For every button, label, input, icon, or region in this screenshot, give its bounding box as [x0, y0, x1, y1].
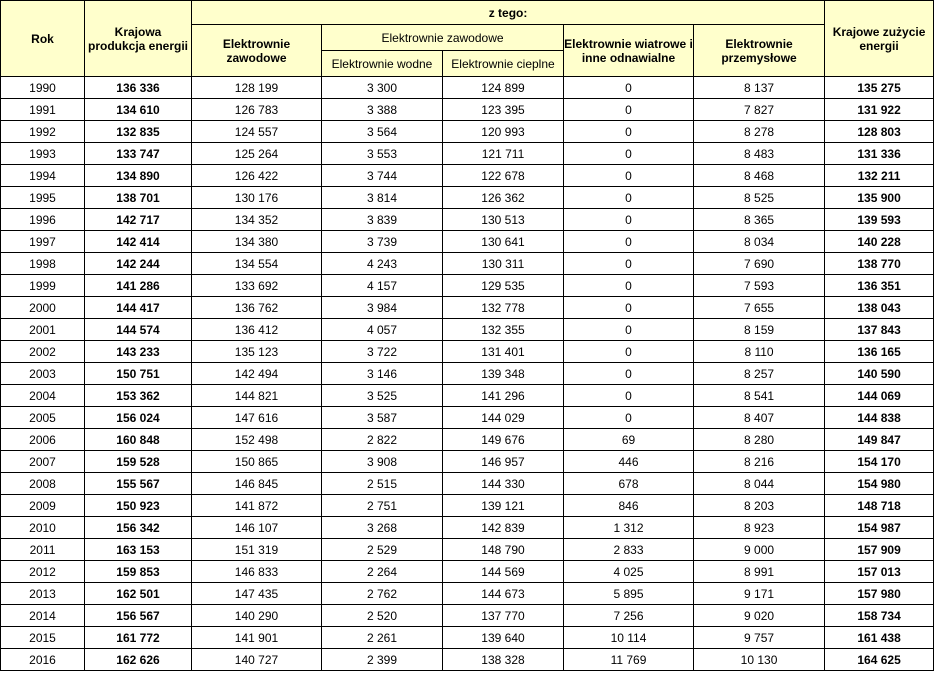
cell-krajowa-produkcja: 144 574: [85, 319, 192, 341]
cell-elektrownie-cieplne: 142 839: [443, 517, 564, 539]
table-row: [1, 495, 934, 517]
cell-przemyslowe: 8 044: [694, 473, 825, 495]
cell-przemyslowe: 9 020: [694, 605, 825, 627]
cell-elektrownie-wodne: 4 057: [322, 319, 443, 341]
cell-elektrownie-cieplne: 144 673: [443, 583, 564, 605]
cell-elektrownie-wodne: 2 515: [322, 473, 443, 495]
cell-przemyslowe: 8 110: [694, 341, 825, 363]
cell-year: 2009: [1, 495, 85, 517]
cell-krajowe-zuzycie: 140 590: [825, 363, 934, 385]
cell-krajowe-zuzycie: 149 847: [825, 429, 934, 451]
cell-elektrownie-zawodowe: 136 412: [192, 319, 322, 341]
table-row: [1, 341, 934, 363]
cell-krajowe-zuzycie: 154 987: [825, 517, 934, 539]
cell-year: 2014: [1, 605, 85, 627]
table-row: [1, 275, 934, 297]
cell-elektrownie-wodne: 2 822: [322, 429, 443, 451]
cell-elektrownie-cieplne: 144 330: [443, 473, 564, 495]
cell-przemyslowe: 9 000: [694, 539, 825, 561]
cell-krajowe-zuzycie: 154 170: [825, 451, 934, 473]
cell-elektrownie-wodne: 3 908: [322, 451, 443, 473]
table-row: [1, 165, 934, 187]
cell-przemyslowe: 8 991: [694, 561, 825, 583]
cell-elektrownie-zawodowe: 126 422: [192, 165, 322, 187]
cell-elektrownie-cieplne: 122 678: [443, 165, 564, 187]
table-row: [1, 143, 934, 165]
cell-elektrownie-zawodowe: 125 264: [192, 143, 322, 165]
table-row: [1, 451, 934, 473]
cell-elektrownie-zawodowe: 146 107: [192, 517, 322, 539]
cell-elektrownie-wodne: 3 146: [322, 363, 443, 385]
cell-elektrownie-cieplne: 121 711: [443, 143, 564, 165]
cell-elektrownie-cieplne: 144 569: [443, 561, 564, 583]
table-row: [1, 319, 934, 341]
cell-wiatrowe: 1 312: [564, 517, 694, 539]
cell-przemyslowe: 8 541: [694, 385, 825, 407]
table-row: [1, 517, 934, 539]
header-elektrownie-cieplne: Elektrownie cieplne: [443, 51, 564, 77]
cell-elektrownie-wodne: 2 751: [322, 495, 443, 517]
cell-krajowa-produkcja: 161 772: [85, 627, 192, 649]
cell-przemyslowe: 10 130: [694, 649, 825, 671]
table-row: [1, 649, 934, 671]
cell-elektrownie-zawodowe: 150 865: [192, 451, 322, 473]
table-row: [1, 297, 934, 319]
cell-elektrownie-zawodowe: 130 176: [192, 187, 322, 209]
cell-elektrownie-cieplne: 137 770: [443, 605, 564, 627]
cell-year: 2003: [1, 363, 85, 385]
cell-wiatrowe: 0: [564, 363, 694, 385]
cell-krajowa-produkcja: 156 024: [85, 407, 192, 429]
cell-elektrownie-cieplne: 144 029: [443, 407, 564, 429]
cell-elektrownie-wodne: 3 564: [322, 121, 443, 143]
cell-krajowa-produkcja: 159 528: [85, 451, 192, 473]
cell-elektrownie-zawodowe: 141 872: [192, 495, 322, 517]
cell-elektrownie-wodne: 2 399: [322, 649, 443, 671]
cell-elektrownie-wodne: 3 525: [322, 385, 443, 407]
cell-elektrownie-zawodowe: 141 901: [192, 627, 322, 649]
cell-krajowa-produkcja: 156 342: [85, 517, 192, 539]
cell-wiatrowe: 0: [564, 253, 694, 275]
cell-krajowe-zuzycie: 139 593: [825, 209, 934, 231]
cell-przemyslowe: 8 278: [694, 121, 825, 143]
cell-elektrownie-zawodowe: 124 557: [192, 121, 322, 143]
cell-krajowa-produkcja: 153 362: [85, 385, 192, 407]
cell-year: 2005: [1, 407, 85, 429]
cell-wiatrowe: 0: [564, 99, 694, 121]
cell-elektrownie-zawodowe: 134 352: [192, 209, 322, 231]
cell-krajowa-produkcja: 134 890: [85, 165, 192, 187]
cell-elektrownie-wodne: 3 587: [322, 407, 443, 429]
cell-elektrownie-zawodowe: 128 199: [192, 77, 322, 99]
cell-year: 2012: [1, 561, 85, 583]
cell-wiatrowe: 0: [564, 297, 694, 319]
cell-elektrownie-cieplne: 132 355: [443, 319, 564, 341]
cell-elektrownie-cieplne: 131 401: [443, 341, 564, 363]
cell-elektrownie-wodne: 2 529: [322, 539, 443, 561]
cell-year: 2010: [1, 517, 85, 539]
cell-year: 1991: [1, 99, 85, 121]
cell-krajowa-produkcja: 163 153: [85, 539, 192, 561]
cell-elektrownie-wodne: 3 739: [322, 231, 443, 253]
table-row: [1, 187, 934, 209]
cell-przemyslowe: 8 468: [694, 165, 825, 187]
cell-wiatrowe: 0: [564, 275, 694, 297]
table-row: [1, 231, 934, 253]
cell-elektrownie-zawodowe: 146 845: [192, 473, 322, 495]
cell-year: 1992: [1, 121, 85, 143]
cell-elektrownie-cieplne: 138 328: [443, 649, 564, 671]
cell-wiatrowe: 0: [564, 385, 694, 407]
cell-krajowe-zuzycie: 144 069: [825, 385, 934, 407]
header-krajowa-produkcja: Krajowa produkcja energii: [85, 1, 192, 77]
cell-elektrownie-cieplne: 148 790: [443, 539, 564, 561]
cell-elektrownie-cieplne: 130 641: [443, 231, 564, 253]
cell-krajowe-zuzycie: 131 336: [825, 143, 934, 165]
cell-wiatrowe: 4 025: [564, 561, 694, 583]
cell-wiatrowe: 0: [564, 77, 694, 99]
table-row: [1, 121, 934, 143]
cell-wiatrowe: 11 769: [564, 649, 694, 671]
table-row: [1, 253, 934, 275]
cell-krajowa-produkcja: 150 923: [85, 495, 192, 517]
cell-elektrownie-cieplne: 129 535: [443, 275, 564, 297]
cell-krajowe-zuzycie: 161 438: [825, 627, 934, 649]
cell-elektrownie-cieplne: 126 362: [443, 187, 564, 209]
cell-year: 1997: [1, 231, 85, 253]
table-row: [1, 99, 934, 121]
cell-krajowe-zuzycie: 158 734: [825, 605, 934, 627]
cell-elektrownie-zawodowe: 140 290: [192, 605, 322, 627]
cell-year: 2007: [1, 451, 85, 473]
cell-krajowe-zuzycie: 157 013: [825, 561, 934, 583]
table-row: [1, 385, 934, 407]
table-row: [1, 363, 934, 385]
cell-elektrownie-wodne: 2 762: [322, 583, 443, 605]
cell-year: 2002: [1, 341, 85, 363]
cell-elektrownie-cieplne: 139 348: [443, 363, 564, 385]
header-przemyslowe: Elektrownie przemysłowe: [694, 25, 825, 77]
cell-elektrownie-cieplne: 130 311: [443, 253, 564, 275]
cell-year: 2013: [1, 583, 85, 605]
cell-elektrownie-wodne: 2 264: [322, 561, 443, 583]
header-elektrownie-zawodowe: Elektrownie zawodowe: [192, 25, 322, 77]
cell-elektrownie-wodne: 3 553: [322, 143, 443, 165]
cell-wiatrowe: 0: [564, 143, 694, 165]
table-row: [1, 77, 934, 99]
cell-elektrownie-zawodowe: 134 554: [192, 253, 322, 275]
cell-wiatrowe: 0: [564, 407, 694, 429]
cell-przemyslowe: 8 203: [694, 495, 825, 517]
cell-krajowa-produkcja: 159 853: [85, 561, 192, 583]
cell-elektrownie-cieplne: 130 513: [443, 209, 564, 231]
cell-krajowa-produkcja: 155 567: [85, 473, 192, 495]
cell-krajowa-produkcja: 144 417: [85, 297, 192, 319]
cell-krajowa-produkcja: 132 835: [85, 121, 192, 143]
cell-elektrownie-zawodowe: 144 821: [192, 385, 322, 407]
cell-wiatrowe: 846: [564, 495, 694, 517]
cell-przemyslowe: 8 216: [694, 451, 825, 473]
cell-wiatrowe: 0: [564, 341, 694, 363]
cell-elektrownie-cieplne: 120 993: [443, 121, 564, 143]
cell-elektrownie-wodne: 2 261: [322, 627, 443, 649]
cell-wiatrowe: 0: [564, 165, 694, 187]
cell-year: 1990: [1, 77, 85, 99]
cell-krajowa-produkcja: 134 610: [85, 99, 192, 121]
cell-year: 2011: [1, 539, 85, 561]
cell-year: 1999: [1, 275, 85, 297]
cell-year: 1998: [1, 253, 85, 275]
cell-wiatrowe: 0: [564, 319, 694, 341]
cell-year: 1996: [1, 209, 85, 231]
cell-przemyslowe: 8 483: [694, 143, 825, 165]
cell-year: 2015: [1, 627, 85, 649]
cell-elektrownie-wodne: 4 243: [322, 253, 443, 275]
cell-przemyslowe: 8 525: [694, 187, 825, 209]
cell-elektrownie-wodne: 4 157: [322, 275, 443, 297]
cell-krajowe-zuzycie: 157 909: [825, 539, 934, 561]
cell-elektrownie-wodne: 3 300: [322, 77, 443, 99]
cell-przemyslowe: 7 690: [694, 253, 825, 275]
table-row: [1, 539, 934, 561]
cell-przemyslowe: 9 171: [694, 583, 825, 605]
cell-krajowa-produkcja: 142 717: [85, 209, 192, 231]
cell-krajowe-zuzycie: 138 043: [825, 297, 934, 319]
cell-krajowe-zuzycie: 132 211: [825, 165, 934, 187]
cell-elektrownie-wodne: 3 984: [322, 297, 443, 319]
cell-elektrownie-wodne: 3 814: [322, 187, 443, 209]
cell-krajowa-produkcja: 133 747: [85, 143, 192, 165]
cell-year: 1995: [1, 187, 85, 209]
header-z-tego: z tego:: [192, 1, 825, 25]
cell-krajowe-zuzycie: 136 165: [825, 341, 934, 363]
cell-przemyslowe: 7 827: [694, 99, 825, 121]
cell-krajowa-produkcja: 143 233: [85, 341, 192, 363]
cell-elektrownie-wodne: 2 520: [322, 605, 443, 627]
cell-year: 2008: [1, 473, 85, 495]
cell-elektrownie-cieplne: 141 296: [443, 385, 564, 407]
table-row: [1, 209, 934, 231]
header-rok: Rok: [1, 1, 85, 77]
table-row: [1, 627, 934, 649]
cell-wiatrowe: 446: [564, 451, 694, 473]
cell-przemyslowe: 7 655: [694, 297, 825, 319]
cell-wiatrowe: 2 833: [564, 539, 694, 561]
cell-krajowe-zuzycie: 131 922: [825, 99, 934, 121]
cell-elektrownie-zawodowe: 151 319: [192, 539, 322, 561]
header-wiatrowe: Elektrownie wiatrowe i inne odnawialne: [564, 25, 694, 77]
cell-elektrownie-wodne: 3 744: [322, 165, 443, 187]
cell-elektrownie-wodne: 3 268: [322, 517, 443, 539]
cell-elektrownie-cieplne: 139 640: [443, 627, 564, 649]
cell-wiatrowe: 0: [564, 121, 694, 143]
cell-elektrownie-zawodowe: 140 727: [192, 649, 322, 671]
cell-elektrownie-wodne: 3 722: [322, 341, 443, 363]
cell-elektrownie-wodne: 3 388: [322, 99, 443, 121]
table-row: [1, 407, 934, 429]
header-elektrownie-zawodowe-group: Elektrownie zawodowe: [322, 25, 564, 51]
cell-wiatrowe: 5 895: [564, 583, 694, 605]
cell-elektrownie-zawodowe: 146 833: [192, 561, 322, 583]
cell-krajowa-produkcja: 162 626: [85, 649, 192, 671]
cell-krajowa-produkcja: 162 501: [85, 583, 192, 605]
cell-elektrownie-zawodowe: 147 616: [192, 407, 322, 429]
cell-krajowe-zuzycie: 154 980: [825, 473, 934, 495]
cell-krajowa-produkcja: 136 336: [85, 77, 192, 99]
cell-elektrownie-cieplne: 123 395: [443, 99, 564, 121]
table-row: [1, 473, 934, 495]
cell-krajowa-produkcja: 142 244: [85, 253, 192, 275]
cell-krajowe-zuzycie: 128 803: [825, 121, 934, 143]
cell-wiatrowe: 7 256: [564, 605, 694, 627]
cell-przemyslowe: 8 257: [694, 363, 825, 385]
cell-wiatrowe: 678: [564, 473, 694, 495]
cell-przemyslowe: 8 159: [694, 319, 825, 341]
cell-elektrownie-cieplne: 132 778: [443, 297, 564, 319]
cell-krajowe-zuzycie: 135 275: [825, 77, 934, 99]
cell-elektrownie-wodne: 3 839: [322, 209, 443, 231]
cell-elektrownie-zawodowe: 134 380: [192, 231, 322, 253]
cell-krajowe-zuzycie: 136 351: [825, 275, 934, 297]
cell-krajowe-zuzycie: 144 838: [825, 407, 934, 429]
cell-krajowe-zuzycie: 137 843: [825, 319, 934, 341]
table-row: [1, 605, 934, 627]
cell-wiatrowe: 69: [564, 429, 694, 451]
cell-wiatrowe: 0: [564, 187, 694, 209]
cell-krajowa-produkcja: 138 701: [85, 187, 192, 209]
cell-wiatrowe: 10 114: [564, 627, 694, 649]
cell-elektrownie-zawodowe: 133 692: [192, 275, 322, 297]
table-row: [1, 561, 934, 583]
cell-przemyslowe: 8 407: [694, 407, 825, 429]
cell-krajowa-produkcja: 141 286: [85, 275, 192, 297]
cell-krajowe-zuzycie: 157 980: [825, 583, 934, 605]
cell-przemyslowe: 8 923: [694, 517, 825, 539]
cell-year: 2016: [1, 649, 85, 671]
table-row: [1, 429, 934, 451]
cell-krajowa-produkcja: 150 751: [85, 363, 192, 385]
cell-year: 1994: [1, 165, 85, 187]
cell-elektrownie-zawodowe: 147 435: [192, 583, 322, 605]
cell-year: 1993: [1, 143, 85, 165]
cell-krajowa-produkcja: 142 414: [85, 231, 192, 253]
cell-elektrownie-zawodowe: 135 123: [192, 341, 322, 363]
cell-krajowa-produkcja: 160 848: [85, 429, 192, 451]
cell-krajowa-produkcja: 156 567: [85, 605, 192, 627]
cell-elektrownie-zawodowe: 136 762: [192, 297, 322, 319]
cell-elektrownie-cieplne: 146 957: [443, 451, 564, 473]
cell-elektrownie-cieplne: 139 121: [443, 495, 564, 517]
cell-krajowe-zuzycie: 164 625: [825, 649, 934, 671]
cell-krajowe-zuzycie: 138 770: [825, 253, 934, 275]
table-row: [1, 583, 934, 605]
cell-wiatrowe: 0: [564, 209, 694, 231]
cell-krajowe-zuzycie: 135 900: [825, 187, 934, 209]
cell-elektrownie-zawodowe: 142 494: [192, 363, 322, 385]
header-elektrownie-wodne: Elektrownie wodne: [322, 51, 443, 77]
cell-przemyslowe: 9 757: [694, 627, 825, 649]
cell-elektrownie-cieplne: 124 899: [443, 77, 564, 99]
cell-year: 2004: [1, 385, 85, 407]
cell-przemyslowe: 7 593: [694, 275, 825, 297]
cell-przemyslowe: 8 137: [694, 77, 825, 99]
cell-elektrownie-zawodowe: 126 783: [192, 99, 322, 121]
cell-year: 2001: [1, 319, 85, 341]
cell-przemyslowe: 8 365: [694, 209, 825, 231]
cell-krajowe-zuzycie: 148 718: [825, 495, 934, 517]
cell-year: 2000: [1, 297, 85, 319]
cell-elektrownie-cieplne: 149 676: [443, 429, 564, 451]
cell-krajowe-zuzycie: 140 228: [825, 231, 934, 253]
cell-przemyslowe: 8 280: [694, 429, 825, 451]
cell-przemyslowe: 8 034: [694, 231, 825, 253]
cell-elektrownie-zawodowe: 152 498: [192, 429, 322, 451]
cell-wiatrowe: 0: [564, 231, 694, 253]
header-krajowe-zuzycie: Krajowe zużycie energii: [825, 1, 934, 77]
cell-year: 2006: [1, 429, 85, 451]
